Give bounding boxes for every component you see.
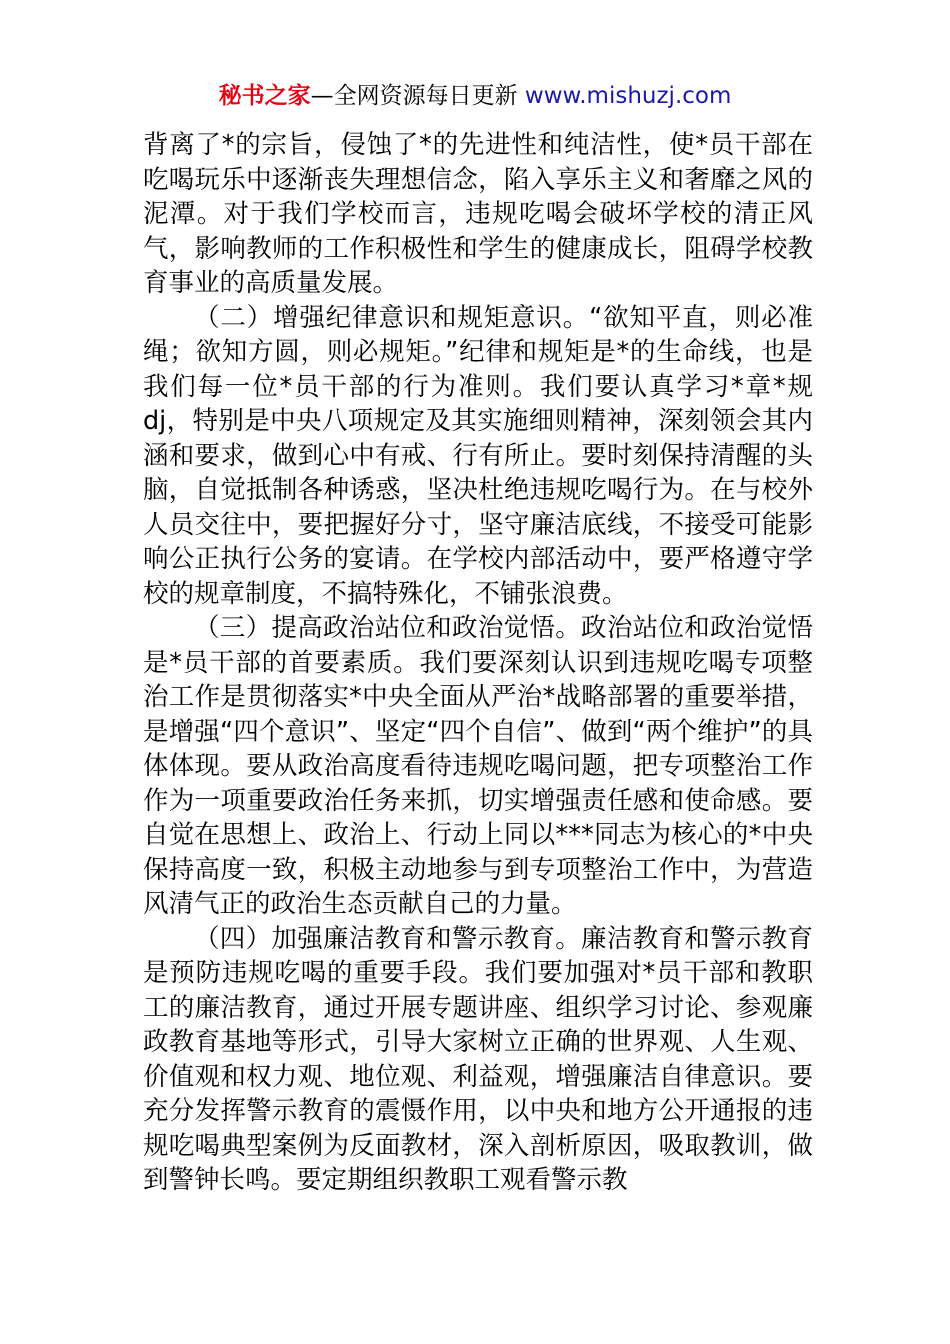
site-tagline: —全网资源每日更新 bbox=[310, 83, 518, 109]
paragraph-section-3: （三）提高政治站位和政治觉悟。政治站位和政治觉悟是*员干部的首要素质。我们要深刻认识到违规吃喝专项整治工作是贯彻落实*中央全面从严治*战略部署的重要举措，是增强“四个意识”、坚定“四个自信”、做到“两个维护”的具体体现。要从政治高度看待违规吃喝问题，把专项整治工作作为一项重要政治任务来抓，切实增强责任感和使命感。要自觉在思想上、政治上、行动上同以***同志为核心的*中央保持高度一致，积极主动地参与到专项整治工作中，为营造风清气正的政治生态贡献自己的力量。 bbox=[143, 613, 813, 919]
paragraph-section-2: （二）增强纪律意识和规矩意识。“欲知平直，则必准绳；欲知方圆，则必规矩。”纪律和规矩是*的生命线，也是我们每一位*员干部的行为准则。我们要认真学习*章*规dj，特别是中央八项规定及其实施细则精神，深刻领会其内涵和要求，做到心中有戒、行有所止。要时刻保持清醒的头脑，自觉抵制各种诱惑，坚决杜绝违规吃喝行为。在与校外人员交往中，要把握好分寸，坚守廉洁底线，不接受可能影响公正执行公务的宴请。在学校内部活动中，要严格遵守学校的规章制度，不搞特殊化，不铺张浪费。 bbox=[143, 302, 813, 609]
site-url-link[interactable]: www.mishuzj.com bbox=[524, 83, 732, 109]
paragraph-section-4: （四）加强廉洁教育和警示教育。廉洁教育和警示教育是预防违规吃喝的重要手段。我们要加强对*员干部和教职工的廉洁教育，通过开展专题讲座、组织学习讨论、参观廉政教育基地等形式，引导大家树立正确的世界观、人生观、价值观和权力观、地位观、利益观，增强廉洁自律意识。要充分发挥警示教育的震慑作用，以中央和地方公开通报的违规吃喝典型案例为反面教材，深入剖析原因，吸取教训，做到警钟长鸣。要定期组织教职工观看警示教 bbox=[143, 923, 813, 1195]
document-body bbox=[143, 128, 813, 1198]
paragraph-continuation: 背离了*的宗旨，侵蚀了*的先进性和纯洁性，使*员干部在吃喝玩乐中逐渐丧失理想信念，陷入享乐主义和奢靡之风的泥潭。对于我们学校而言，违规吃喝会破坏学校的清正风气，影响教师的工作积极性和学生的健康成长，阻碍学校教育事业的高质量发展。 bbox=[143, 130, 813, 298]
site-brand: 秘书之家 bbox=[218, 83, 311, 109]
site-header bbox=[0, 80, 950, 112]
